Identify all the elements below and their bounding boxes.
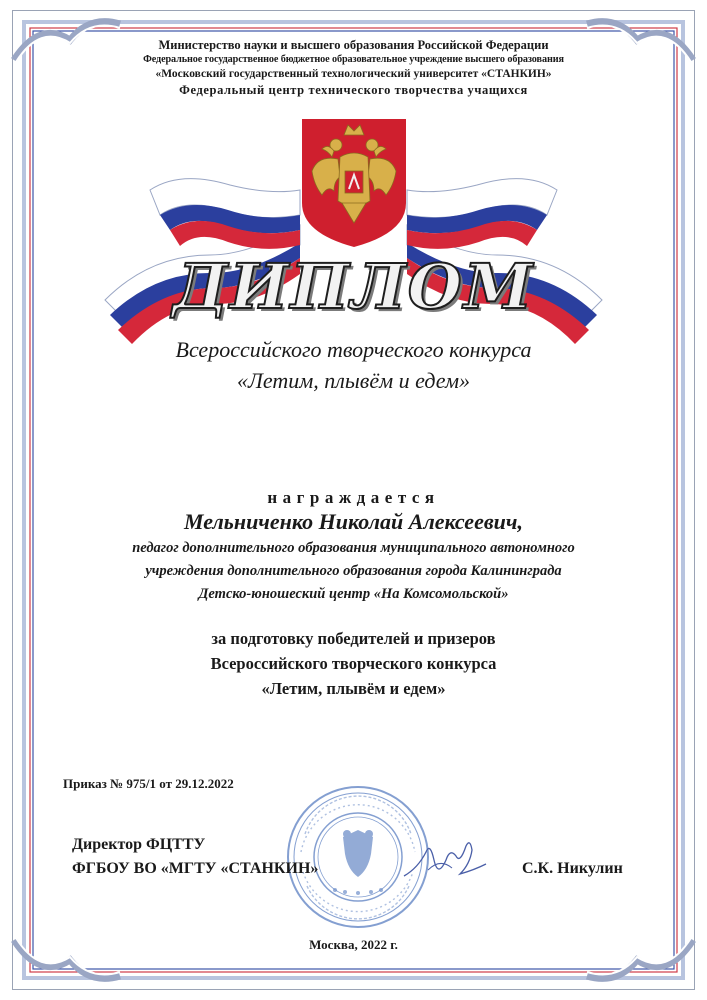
position-line-3: Детско-юношеский центр «На Комсомольской» xyxy=(198,586,509,602)
center-name: Федеральный центр технического творчества учащихся xyxy=(179,83,528,97)
document-title: ДИПЛОМ xyxy=(172,250,535,323)
university-name: «Московский государственный технологический университет «СТАНКИН» xyxy=(155,68,552,80)
institution-type: Федеральное государственное бюджетное образовательное учреждение высшего образования xyxy=(143,54,564,65)
place-year: Москва, 2022 г. xyxy=(309,937,398,952)
position-line-2: учреждения дополнительного образования города Калининграда xyxy=(145,563,562,579)
signer-name: С.К. Никулин xyxy=(522,860,623,877)
awarded-label: награждается xyxy=(267,488,440,507)
coat-of-arms-icon xyxy=(298,115,410,250)
reason-line-2: Всероссийского творческого конкурса xyxy=(210,654,497,673)
director-organization: ФГБОУ ВО «МГТУ «СТАНКИН» xyxy=(72,860,319,877)
contest-line-2: «Летим, плывём и едем» xyxy=(236,368,471,393)
position-line-1: педагог дополнительного образования муниципального автономного xyxy=(132,540,575,556)
reason-line-1: за подготовку победителей и призеров xyxy=(211,629,496,648)
director-title: Директор ФЦТТУ xyxy=(72,836,206,853)
contest-line-1: Всероссийского творческого конкурса xyxy=(175,337,532,362)
recipient-name: Мельниченко Николай Алексеевич, xyxy=(184,509,523,534)
order-number: Приказ № 975/1 от 29.12.2022 xyxy=(63,776,234,791)
handwritten-signature xyxy=(400,830,490,890)
ministry-heading: Министерство науки и высшего образования Российской Федерации xyxy=(158,38,549,52)
reason-line-3: «Летим, плывём и едем» xyxy=(261,679,446,698)
